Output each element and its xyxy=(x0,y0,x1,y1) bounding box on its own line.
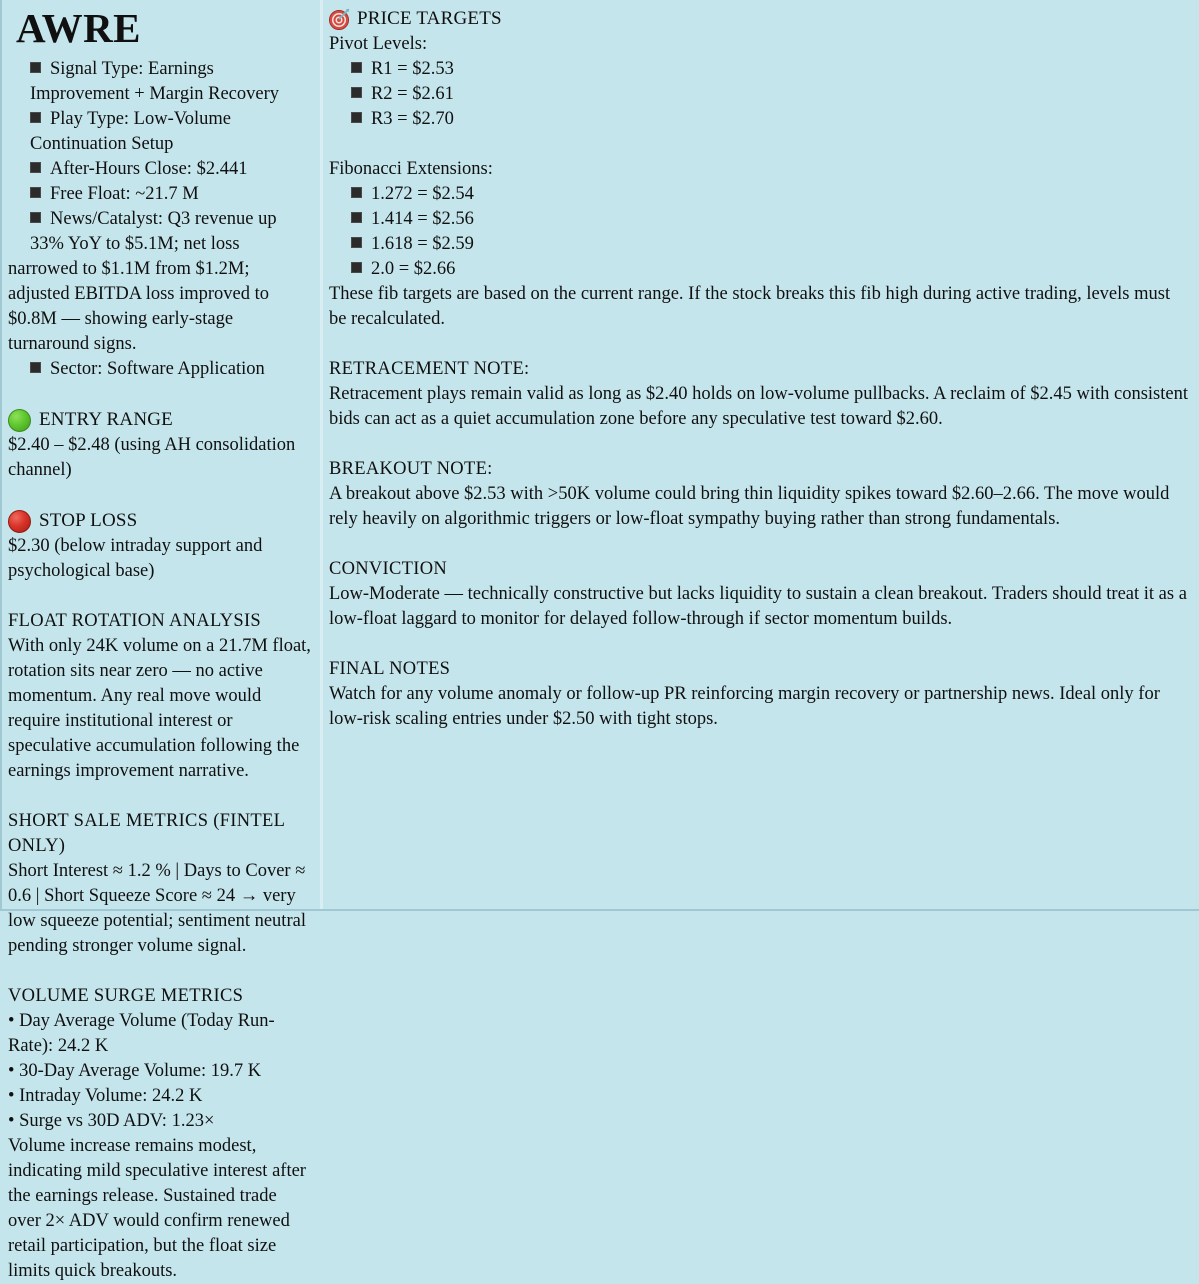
price-targets-block xyxy=(329,6,1189,332)
red-circle-icon xyxy=(8,510,31,533)
list-item xyxy=(329,232,1189,257)
entry-range-body: $2.40 – $2.48 (using AH consolidation channel) xyxy=(8,435,296,480)
final-notes-block xyxy=(329,657,1189,732)
bullet-square-icon xyxy=(351,237,362,248)
spacer xyxy=(8,584,312,609)
bullet-square-icon xyxy=(351,262,362,273)
dart-target-icon xyxy=(329,9,349,29)
volume-surge-block xyxy=(8,984,312,1284)
price-targets-title: PRICE TARGETS xyxy=(356,8,502,29)
float-rotation-title: FLOAT ROTATION ANALYSIS xyxy=(8,611,261,631)
spacer xyxy=(8,483,312,508)
news-catalyst-item xyxy=(8,207,312,257)
fibonacci-note: These fib targets are based on the current range. If the stock breaks this fib high during active trading, levels must be recalculated. xyxy=(328,284,1171,329)
list-item xyxy=(329,107,1189,132)
list-item-label: R3 = $2.70 xyxy=(370,109,454,129)
final-notes-body: Watch for any volume anomaly or follow-up PR reinforcing margin recovery or partnership news. Ideal only for low-risk scaling entries under $2.50 with tight stops. xyxy=(328,684,1160,729)
conviction-title: CONVICTION xyxy=(328,559,448,579)
summary-bullet-list xyxy=(8,57,312,382)
retracement-note-block xyxy=(329,357,1189,432)
entry-range-title: ENTRY RANGE xyxy=(39,409,173,430)
entry-range-block xyxy=(8,407,312,483)
list-item: • 30-Day Average Volume: 19.7 K xyxy=(8,1061,262,1081)
bullet-square-icon xyxy=(30,162,41,173)
bullet-square-icon xyxy=(30,212,41,223)
pivot-levels-label: Pivot Levels: xyxy=(328,34,428,54)
bullet-square-icon xyxy=(351,112,362,123)
bullet-square-icon xyxy=(30,62,41,73)
list-item-label: R2 = $2.61 xyxy=(370,84,454,104)
conviction-block xyxy=(329,557,1189,632)
spacer xyxy=(329,632,1189,657)
final-notes-title: FINAL NOTES xyxy=(328,659,451,679)
list-item-label: Free Float: ~21.7 M xyxy=(50,184,199,204)
volume-surge-body: Volume increase remains modest, indicating mild speculative interest after the earnings release. Sustained trade over 2× ADV would confirm renewed retail participation, but the float size limits quick breakouts. xyxy=(8,1136,306,1281)
spacer xyxy=(329,332,1189,357)
list-item-label: 1.414 = $2.56 xyxy=(370,209,474,229)
bullet-square-icon xyxy=(30,187,41,198)
list-item-label: Play Type: Low-Volume Continuation Setup xyxy=(30,109,231,154)
left-column xyxy=(2,0,320,1281)
news-catalyst-continuation: narrowed to $1.1M from $1.2M; adjusted EBITDA loss improved to $0.8M — showing early-stage turnaround signs. xyxy=(8,259,270,354)
breakout-note-body: A breakout above $2.53 with >50K volume could bring thin liquidity spikes toward $2.60–2.66. The move would rely heavily on algorithmic triggers or low-float sympathy buying rather than strong fundamentals. xyxy=(328,484,1170,529)
sector-item xyxy=(8,357,312,382)
list-item: • Day Average Volume (Today Run-Rate): 24.2 K xyxy=(8,1011,275,1056)
short-sale-body: Short Interest ≈ 1.2 % | Days to Cover ≈ 0.6 | Short Squeeze Score ≈ 24 → very low squeeze potential; sentiment neutral pending stronger volume signal. xyxy=(8,861,306,956)
spacer xyxy=(329,532,1189,557)
sector-label: Sector: Software Application xyxy=(50,359,265,379)
bullet-square-icon xyxy=(351,62,362,73)
list-item xyxy=(8,157,312,182)
retracement-note-title: RETRACEMENT NOTE: xyxy=(328,359,530,379)
right-column xyxy=(323,0,1199,909)
spacer xyxy=(329,132,1189,157)
list-item xyxy=(329,257,1189,282)
list-item xyxy=(8,182,312,207)
spacer xyxy=(329,432,1189,457)
spacer xyxy=(8,382,312,407)
breakout-note-block xyxy=(329,457,1189,532)
list-item-label: 1.272 = $2.54 xyxy=(370,184,474,204)
bullet-square-icon xyxy=(351,87,362,98)
list-item-label: After-Hours Close: $2.441 xyxy=(50,159,248,179)
float-rotation-body: With only 24K volume on a 21.7M float, rotation sits near zero — no active momentum. Any real move would require institutional interest or speculative accumulation following the earnings improvement narrative. xyxy=(8,636,311,781)
stop-loss-header xyxy=(8,508,312,534)
bullet-square-icon xyxy=(351,187,362,198)
spacer xyxy=(8,959,312,984)
list-item-label: 1.618 = $2.59 xyxy=(370,234,474,254)
list-item-label: 2.0 = $2.66 xyxy=(370,259,456,279)
stop-loss-title: STOP LOSS xyxy=(39,510,138,531)
list-item xyxy=(329,182,1189,207)
ticker-symbol: AWRE xyxy=(16,5,142,51)
short-sale-title: SHORT SALE METRICS (FINTEL ONLY) xyxy=(8,811,285,856)
stop-loss-block xyxy=(8,508,312,584)
float-rotation-block xyxy=(8,609,312,784)
list-item: • Surge vs 30D ADV: 1.23× xyxy=(8,1111,215,1131)
bullet-square-icon xyxy=(351,212,362,223)
short-sale-block xyxy=(8,809,312,959)
news-catalyst-label: News/Catalyst: Q3 revenue up 33% YoY to $5.1M; net loss xyxy=(30,209,277,254)
price-targets-header xyxy=(329,6,1189,32)
bullet-square-icon xyxy=(30,112,41,123)
list-item xyxy=(329,57,1189,82)
fibonacci-extensions-label: Fibonacci Extensions: xyxy=(328,159,493,179)
list-item xyxy=(329,207,1189,232)
list-item-label: Signal Type: Earnings Improvement + Margin Recovery xyxy=(30,59,279,104)
entry-range-header xyxy=(8,407,312,433)
list-item-label: R1 = $2.53 xyxy=(370,59,454,79)
volume-surge-title: VOLUME SURGE METRICS xyxy=(8,986,244,1006)
bullet-square-icon xyxy=(30,362,41,373)
spacer xyxy=(8,784,312,809)
list-item xyxy=(329,82,1189,107)
retracement-note-body: Retracement plays remain valid as long as $2.40 holds on low-volume pullbacks. A reclaim of $2.45 with consistent bids can act as a quiet accumulation zone before any speculative test toward $2.60. xyxy=(328,384,1188,429)
list-item xyxy=(8,107,312,157)
breakout-note-title: BREAKOUT NOTE: xyxy=(328,459,493,479)
stop-loss-body: $2.30 (below intraday support and psychological base) xyxy=(8,536,263,581)
list-item: • Intraday Volume: 24.2 K xyxy=(8,1086,203,1106)
green-circle-icon xyxy=(8,409,31,432)
list-item xyxy=(8,57,312,107)
conviction-body: Low-Moderate — technically constructive but lacks liquidity to sustain a clean breakout. Traders should treat it as a low-float laggard to monitor for delayed follow-through if sector momentum builds. xyxy=(328,584,1187,629)
